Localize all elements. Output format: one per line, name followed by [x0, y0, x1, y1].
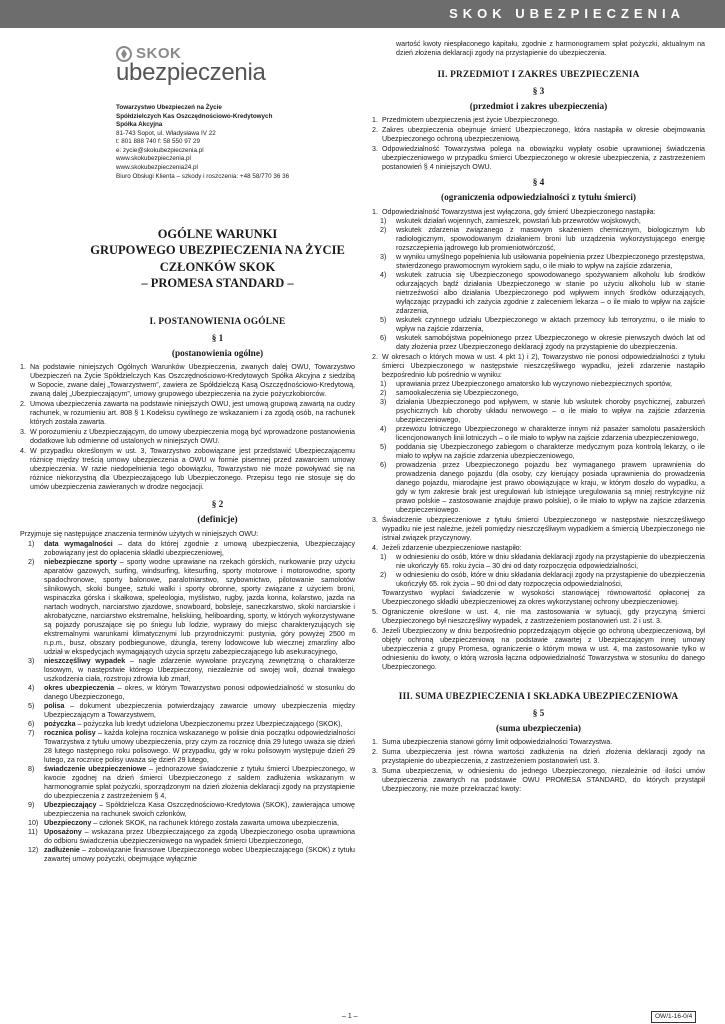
- company-phone: t: 801 888 740 f: 58 550 97 29: [116, 138, 201, 146]
- title-line: CZŁONKÓW SKOK: [159, 259, 276, 274]
- list-item: 3) działania Ubezpieczonego pod wpływem, w stanie lub wskutek choroby psychicznej, zaburzeń psychicznych lub choroby układu nerwowego – o ile miało to wpływ na zajście zdarzenia ubezpieczeniowego,: [380, 397, 705, 424]
- list-item: 5) wskutek czynnego udziału Ubezpieczonego w aktach przemocy lub terroryzmu, o ile miało to wpływ na zajście zdarzenia,: [380, 315, 705, 333]
- company-name-line: Spółdzielczych Kas Oszczędnościowo-Kredytowych: [116, 112, 273, 120]
- list-item: 4. W przypadku określonym w ust. 3, Towarzystwo zobowiązane jest przedstawić Ubezpieczającemu różnicę między treścią umowy ubezpieczenia a OWU w formie pisemnej przed zawarciem umowy ubezpieczenia. W razie niedopełnienia tego obowiązku, Towarzystwo nie może powoływać się na różnice niekorzystną dla Ubezpieczającego lub Ubezpieczonego. Przepisu tego nie stosuje się do umów ubezpieczenia zawieranych w drodze negocjacji.: [20, 447, 355, 492]
- logo-skok-text: SKOK: [136, 45, 182, 62]
- title-line: OGÓLNE WARUNKI: [157, 227, 278, 242]
- left-column: [20, 40, 355, 1010]
- paragraph-title: (przedmiot i zakres ubezpieczenia): [469, 101, 608, 112]
- list-item: 10) Ubezpieczony – członek SKOK, na rachunek którego została zawarta umowa ubezpieczenia,: [28, 819, 339, 828]
- logo-name-text: ubezpieczenia: [116, 59, 266, 86]
- list-item: 1) data wymagalności – data do której zgodnie z umową ubezpieczenia, Ubezpieczający zobowiązany jest do opłacenia składki ubezpieczeniowej,: [28, 540, 355, 558]
- list-item: 3) nieszczęśliwy wypadek – nagłe zdarzenie wywołane przyczyną zewnętrzną o charakterze losowym, w następstwie którego Ubezpieczony, niezależnie od swojej woli, doznał trwałego uszkodzenia ciała, rozstroju zdrowia lub zmarł,: [28, 657, 355, 684]
- section-heading: III. SUMA UBEZPIECZENIA I SKŁADKA UBEZPIECZENIOWA: [398, 691, 679, 702]
- list-item: 2) w odniesieniu do osób, które w dniu składania deklaracji zgody na przystąpienie do ubezpieczenia ukończyły 65. rok życia – 90 dni od daty rozpoczęcia odpowiedzialności,: [380, 570, 705, 588]
- list-item: 4) przewozu lotniczego Ubezpieczonego w charakterze innym niż pasażer samolotu pasażerskich licencjonowanych linii lotniczych – o ile miało to wpływ na zajście zdarzenia ubezpieczeniowego,: [380, 424, 705, 442]
- company-website: www.skokubezpieczenia24.pl: [116, 163, 198, 171]
- company-website: www.skokubezpieczenia.pl: [116, 155, 191, 163]
- list-item: 1. Odpowiedzialność Towarzystwa jest wyłączona, gdy śmierć Ubezpieczonego nastąpiła: 1) wskutek działań wojennych, zamieszek, powstań lub przewrotów wojskowych, 2) wskutek zdarzenia związanego z masowym skażeniem chemicznym, biologicznym lub radiologicznym, spowodowanym działaniem broni lub urządzenia wykorzystującego energię rozszczepienia jądrowego lub promieniotwórczość, 3) w wyniku umyślnego popełnienia lub usiłowania popełnienia przez Ubezpieczonego przestępstwa, stwierdzonego prawomocnym wyrokiem sądu, o ile miało to wpływ na zajście zdarzenia, 4) wskutek zatrucia się Ubezpieczonego spowodowanego spożywaniem alkoholu lub środków odurzających bądź działania Ubezpieczonego w stanie po użyciu alkoholu lub w stanie nietrzeźwości albo działania Ubezpieczonego pod wpływem innych środków odurzających, wyłączając przypadki ich zażycia zgodnie z zaleceniem lekarza – o ile miało to wpływ na zajście zdarzenia, 5) wskutek czynnego udziału Ubezpieczonego w aktach przemocy lub terroryzmu, o ile miało to wpływ na zajście zdarzenia, 6) wskutek samobójstwa popełnionego przez Ubezpieczonego w okresie pierwszych dwóch lat od daty złożenia przez Ubezpieczonego deklaracji zgody na przystąpienie do ubezpieczenia.: [372, 207, 705, 351]
- list-item: 8) świadczenie ubezpieczeniowe – jednorazowe świadczenie z tytułu śmierci Ubezpieczonego, w kwocie zgodnej na dzień śmierci Ubezpieczonego z saldem zadłużenia wskazanym w harmonogramie spłat pożyczki, sporządzonym na dzień złożenia deklaracji zgody na przystąpienie do ubezpieczenia z zastrzeżeniem § 4,: [28, 765, 355, 801]
- paragraph-number: § 3: [532, 86, 545, 97]
- list-item: 11) Uposażony – wskazana przez Ubezpieczającego za zgodą Ubezpieczonego osoba uprawniona do odbioru świadczenia ubezpieczeniowego na wypadek śmierci Ubezpieczonego,: [28, 828, 355, 846]
- list-item: 12) zadłużenie – zobowiązanie finansowe Ubezpieczonego wobec Ubezpieczającego (SKOK) z tytułu zawartej umowy pożyczki, obejmujące wyłącznie: [28, 846, 355, 864]
- document-code: OW/1-16-0/4: [651, 1011, 696, 1023]
- exclusions-list: [372, 217, 705, 352]
- list-item: 5) poddania się Ubezpieczonego zabiegom o charakterze medycznym poza kontrolą lekarzy, o ile miało to wpływ na zajście zdarzenia ubezpieczeniowego,: [380, 442, 705, 460]
- definition-continuation: wartość kwoty niespłaconego kapitału, zgodnie z harmonogramem spłat pożyczki, aktualnym na dzień złożenia deklaracji zgody na przystąpienie do ubezpieczenia.: [396, 40, 705, 57]
- sum-insured-list: [372, 738, 705, 794]
- list-item: 5. Ograniczenie określone w ust. 4, nie ma zastosowania w sytuacji, gdy przyczyną śmierci Ubezpieczonego był nieszczęśliwy wypadek, z zastrzeżeniem postanowień ust. 2 i ust. 3.: [372, 607, 705, 625]
- list-item: 2. Zakres ubezpieczenia obejmuje śmierć Ubezpieczonego, która nastąpiła w okresie obejmowania Ubezpieczonego ochroną ubezpieczeniową.: [372, 126, 705, 144]
- list-item: 2. W okresach o których mowa w ust. 4 pkt 1) i 2), Towarzystwo nie ponosi odpowiedzialności z tytułu śmierci Ubezpieczonego w następstwie nieszczęśliwego wypadku, jeżeli zdarzenie nastąpiło bezpośrednio lub pośrednio w wyniku: 1) uprawiania przez Ubezpieczonego amatorsko lub wyczynowo niebezpiecznych sportów, 2) samookaleczenia się Ubezpieczonego, 3) działania Ubezpieczonego pod wpływem, w stanie lub wskutek choroby psychicznej, zaburzeń psychicznych lub choroby układu nerwowego – o ile miało to wpływ na zajście zdarzenia ubezpieczeniowego, 4) przewozu lotniczego Ubezpieczonego w charakterze innym niż pasażer samolotu pasażerskich licencjonowanych linii lotniczych – o ile miało to wpływ na zajście zdarzenia ubezpieczeniowego, 5) poddania się Ubezpieczonego zabiegom o charakterze medycznym poza kontrolą lekarzy, o ile miało to wpływ na zajście zdarzenia ubezpieczeniowego, 6) prowadzenia przez Ubezpieczonego pojazdu bez wymaganego prawem uprawnienia do prowadzenia danego pojazdu (dla osoby, czy kierujący posiada uprawnienia do prowadzenia danego pojazdu, miarodajne jest prawo obowiązujące w kraju, w którym doszło do wypadku, a gdy w tym zakresie brak jest uregulowań lub istniejące uregulowania są mniej restrykcyjne niż prawo polskie – zastosowanie znajduje prawo polskie), o ile miało to wpływ na zajście zdarzenia ubezpieczeniowego.: [372, 352, 705, 514]
- list-item: 3. Suma ubezpieczenia, w odniesieniu do jednego Ubezpieczonego, niezależnie od ilości umów ubezpieczenia zawartych na podstawie OWU PROMESA STANDARD, do których przystąpił Ubezpieczony, nie może przekraczać kwoty:: [372, 767, 705, 794]
- list-item: 1. Przedmiotem ubezpieczenia jest życie Ubezpieczonego.: [372, 116, 560, 125]
- list-item: 2) samookaleczenia się Ubezpieczonego,: [380, 388, 519, 397]
- list-item: 4. Jeżeli zdarzenie ubezpieczeniowe nastąpiło: 1) w odniesieniu do osób, które w dniu składania deklaracji zgody na przystąpienie do ubezpieczenia nie ukończyły 65. roku życia – 30 dni od daty rozpoczęcia odpowiedzialności, 2) w odniesieniu do osób, które w dniu składania deklaracji zgody na przystąpienie do ubezpieczenia ukończyły 65. rok życia – 90 dni od daty rozpoczęcia odpowiedzialności, Towarzystwo wypłaci świadczenie w wysokości stanowiącej równowartość opłaconej za Ubezpieczonego składki ubezpieczeniowej za okres wykorzystanej ochrony ubezpieczeniowej.: [372, 543, 705, 606]
- list-item: 3) w wyniku umyślnego popełnienia lub usiłowania popełnienia przez Ubezpieczonego przestępstwa, stwierdzonego prawomocnym wyrokiem sądu, o ile miało to wpływ na zajście zdarzenia,: [380, 252, 705, 270]
- list-item: 1. Na podstawie niniejszych Ogólnych Warunków Ubezpieczenia, zwanych dalej OWU, Towarzystwo Ubezpieczeń na Życie Spółdzielczych Kas Oszczędnościowo-Kredytowych Spółka Akcyjna z siedzibą w Sopocie, zwane dalej „Towarzystwem”, zawiera ze Spółdzielczą Kasą Oszczędnościowo-Kredytową, zwaną dalej „Ubezpieczającym”, umowy grupowego ubezpieczenia na życie pożyczkobiorców.: [20, 363, 355, 399]
- definitions-intro: Przyjmuje się następujące znaczenia terminów użytych w niniejszych OWU:: [20, 530, 259, 539]
- list-item: 3. Odpowiedzialność Towarzystwa polega na obowiązku wypłaty osobie uprawnionej świadczenia ubezpieczeniowego w przypadku śmierci Ubezpieczonego w okresie ubezpieczenia, z zastrzeżeniem postanowień § 4 niniejszych OWU.: [372, 145, 705, 172]
- paragraph-number: § 2: [211, 500, 224, 511]
- list-item: 1) uprawiania przez Ubezpieczonego amatorsko lub wyczynowo niebezpiecznych sportów,: [380, 379, 673, 388]
- list-item: 6. Jeżeli Ubezpieczony w dniu bezpośrednio poprzedzającym objęcie go ochroną ubezpieczeniową, był objęty ochroną ubezpieczeniową na podstawie zawartej z Ubezpieczającym innej umowy ubezpieczenia z grupy Promesa, ograniczenie o którym mowa w ust. 4, ma zastosowanie tylko w odniesieniu do kwoty, o którą wzrosła łączna odpowiedzialność Towarzystwa w stosunku do danego Ubezpieczonego.: [372, 626, 705, 671]
- document-title: [80, 226, 355, 291]
- list-item: 2. Umowa ubezpieczenia zawarta na podstawie niniejszych OWU, jest umową grupową zawartą na cudzy rachunek, w rozumieniu art. 808 § 1 Kodeksu cywilnego ze wskazaniem i za zgodą osób, na rachunek których została zawarta.: [20, 400, 355, 427]
- list-item: 1. Suma ubezpieczenia stanowi górny limit odpowiedzialności Towarzystwa.: [372, 738, 613, 747]
- list-item: 9) Ubezpieczający – Spółdzielcza Kasa Oszczędnościowo-Kredytowa (SKOK), zawierająca umowę ubezpieczenia na rachunek swoich członków,: [28, 801, 355, 819]
- paragraph-number: § 4: [532, 178, 545, 189]
- section-heading: I. POSTANOWIENIA OGÓLNE: [149, 317, 286, 328]
- definitions-list: [20, 540, 355, 864]
- list-item: 3. W porozumieniu z Ubezpieczającym, do umowy ubezpieczenia mogą być wprowadzone postanowienia dodatkowe lub odmienne od ustalonych w niniejszych OWU.: [20, 428, 355, 446]
- company-info: [116, 104, 355, 181]
- title-line: – PROMESA STANDARD –: [141, 275, 294, 290]
- list-item: 5) polisa – dokument ubezpieczenia potwierdzający zawarcie umowy ubezpieczenia między Ubezpieczającym a Towarzystwem,: [28, 702, 355, 720]
- list-item: 6) wskutek samobójstwa popełnionego przez Ubezpieczonego w okresie pierwszych dwóch lat od daty złożenia przez Ubezpieczonego deklaracji zgody na przystąpienie do ubezpieczenia.: [380, 333, 705, 351]
- paragraph-title: (ograniczenia odpowiedzialności z tytułu śmierci): [440, 193, 637, 204]
- company-name-line: Spółka Akcyjna: [116, 121, 163, 129]
- company-claims-line: Biuro Obsługi Klienta – szkody i roszczenia: +48 58/770 36 36: [116, 172, 290, 180]
- paragraph-number: § 5: [532, 708, 545, 719]
- liability-limits-list: [372, 208, 705, 672]
- company-name-line: Towarzystwo Ubezpieczeń na Życie: [116, 104, 222, 111]
- list-item: 2. Suma ubezpieczenia jest równa wartości zadłużenia na dzień złożenia deklaracji zgody na przystąpienie do ubezpieczenia, z zastrzeżeniem postanowień ust. 3.: [372, 748, 705, 766]
- list-item: 4) wskutek zatrucia się Ubezpieczonego spowodowanego spożywaniem alkoholu lub środków odurzających bądź działania Ubezpieczonego w stanie po użyciu alkoholu lub w stanie nietrzeźwości albo działania Ubezpieczonego pod wpływem innych środków odurzających, wyłączając przypadki ich zażycia zgodnie z zaleceniem lekarza – o ile miało to wpływ na zajście zdarzenia,: [380, 270, 705, 315]
- company-email: e: zycie@skokubezpieczenia.pl: [116, 146, 204, 154]
- right-column: [372, 40, 705, 1010]
- company-address: 81-743 Sopot, ul. Władysława IV 22: [116, 129, 216, 137]
- list-item: 7) rocznica polisy – każda kolejna rocznica wskazanego w polisie dnia początku odpowiedzialności Towarzystwa z tytułu umowy ubezpieczenia, przy czym za rocznicę dnia 29 lutego uważa się dzień 28 lutego następnego roku polisowego. W przypadku, gdy w roku polisowym występuje dzień 29 lutego, za rocznicę polisy uważa się dzień 29 lutego,: [28, 729, 355, 765]
- list-item: 6) pożyczka – pożyczka lub kredyt udzielona Ubezpieczonemu przez Ubezpieczającego (SKOK),: [28, 720, 343, 729]
- list-item: 6) prowadzenia przez Ubezpieczonego pojazdu bez wymaganego prawem uprawnienia do prowadzenia danego pojazdu (dla osoby, czy kierujący posiada uprawnienia do prowadzenia danego pojazdu, miarodajne jest prawo obowiązujące w kraju, w którym doszło do wypadku, a gdy w tym zakresie brak jest uregulowań lub istniejące uregulowania są mniej restrykcyjne niż prawo polskie – zastosowanie znajduje prawo polskie), o ile miało to wpływ na zajście zdarzenia ubezpieczeniowego.: [380, 460, 705, 514]
- list-item: 2) niebezpieczne sporty – sporty wodne uprawiane na rzekach górskich, nurkowanie przy użyciu aparatów gazowych, surfing, windsurfing, kitesurfing, sporty motorowe i motorowodne, sporty spadochronowe, sporty balonowe, paralotniarstwo, szybownictwo, pilotowanie samolotów silnikowych, skoki bungee, sztuki walki i sporty obronne, sporty związane z użyciem broni, wspinaczka górska i skałkowa, speleologia, myślistwo, rugby, jazda konna, kolarstwo, jazda na nartach wodnych, narciarstwo zjazdowe, snowboard, bobsleje, saneczkarstwo, skoki narciarskie i akrobatyczne, narciarstwo ekstremalne, heliskiing, heliboarding, sporty, w których wykorzystywane są pojazdy poruszające się po śniegu lub lodzie, wyprawy do miejsc charakteryzujących się ekstremalnymi warunkami klimatycznymi lub przyrodniczymi: pustynia, góry powyżej 2500 m n.p.m., busz, obszary podbiegunowe, dżungla, tereny lodowcowe lub wiecznej zmarzliny albo udział w ekspedycjach wymagających użycia sprzętu zabezpieczającego lub asekuracyjnego,: [28, 558, 355, 657]
- refund-note: Towarzystwo wypłaci świadczenie w wysokości stanowiącej równowartość opłaconej za Ubezpieczonego składki ubezpieczeniowej za okres wykorzystanej ochrony ubezpieczeniowej.: [382, 588, 705, 606]
- logo: [116, 40, 355, 110]
- list-item: 1) wskutek działań wojennych, zamieszek, powstań lub przewrotów wojskowych,: [380, 216, 641, 225]
- paragraph-title: (postanowienia ogólne): [171, 348, 264, 359]
- subject-scope-list: [372, 116, 705, 172]
- general-provisions-list: [20, 363, 355, 492]
- list-item: 4) okres ubezpieczenia – okres, w którym Towarzystwo ponosi odpowiedzialność w stosunku do danego Ubezpieczonego,: [28, 684, 355, 702]
- paragraph-number: § 1: [211, 333, 224, 344]
- list-item: 3. Świadczenie ubezpieczeniowe z tytułu śmierci Ubezpieczonego w następstwie nieszczęśliwego wypadku nie jest należne, jeżeli pomiędzy nieszczęśliwym wypadkiem a śmiercią Ubezpieczonego nie istniał związek przyczynowy.: [372, 515, 705, 542]
- page-number: – 1 –: [342, 1013, 358, 1020]
- section-heading: II. PRZEDMIOT I ZAKRES UBEZPIECZENIA: [437, 70, 640, 80]
- title-line: GRUPOWEGO UBEZPIECZENIA NA ŻYCIE: [90, 243, 345, 258]
- list-item: 2) wskutek zdarzenia związanego z masowym skażeniem chemicznym, biologicznym lub radiologicznym, spowodowanym działaniem broni lub urządzenia wykorzystującego energię rozszczepienia jądrowego lub promieniotwórczość,: [380, 225, 705, 252]
- waiting-period-list: [372, 553, 705, 589]
- paragraph-title: (suma ubezpieczenia): [496, 723, 581, 734]
- list-item: 1) w odniesieniu do osób, które w dniu składania deklaracji zgody na przystąpienie do ubezpieczenia nie ukończyły 65. roku życia – 30 dni od daty rozpoczęcia odpowiedzialności,: [380, 552, 705, 570]
- header-banner: [0, 0, 725, 28]
- accident-exclusions-list: [372, 380, 705, 515]
- paragraph-title: (definicje): [197, 515, 238, 526]
- banner-text: SKOK UBEZPIECZENIA: [449, 6, 685, 21]
